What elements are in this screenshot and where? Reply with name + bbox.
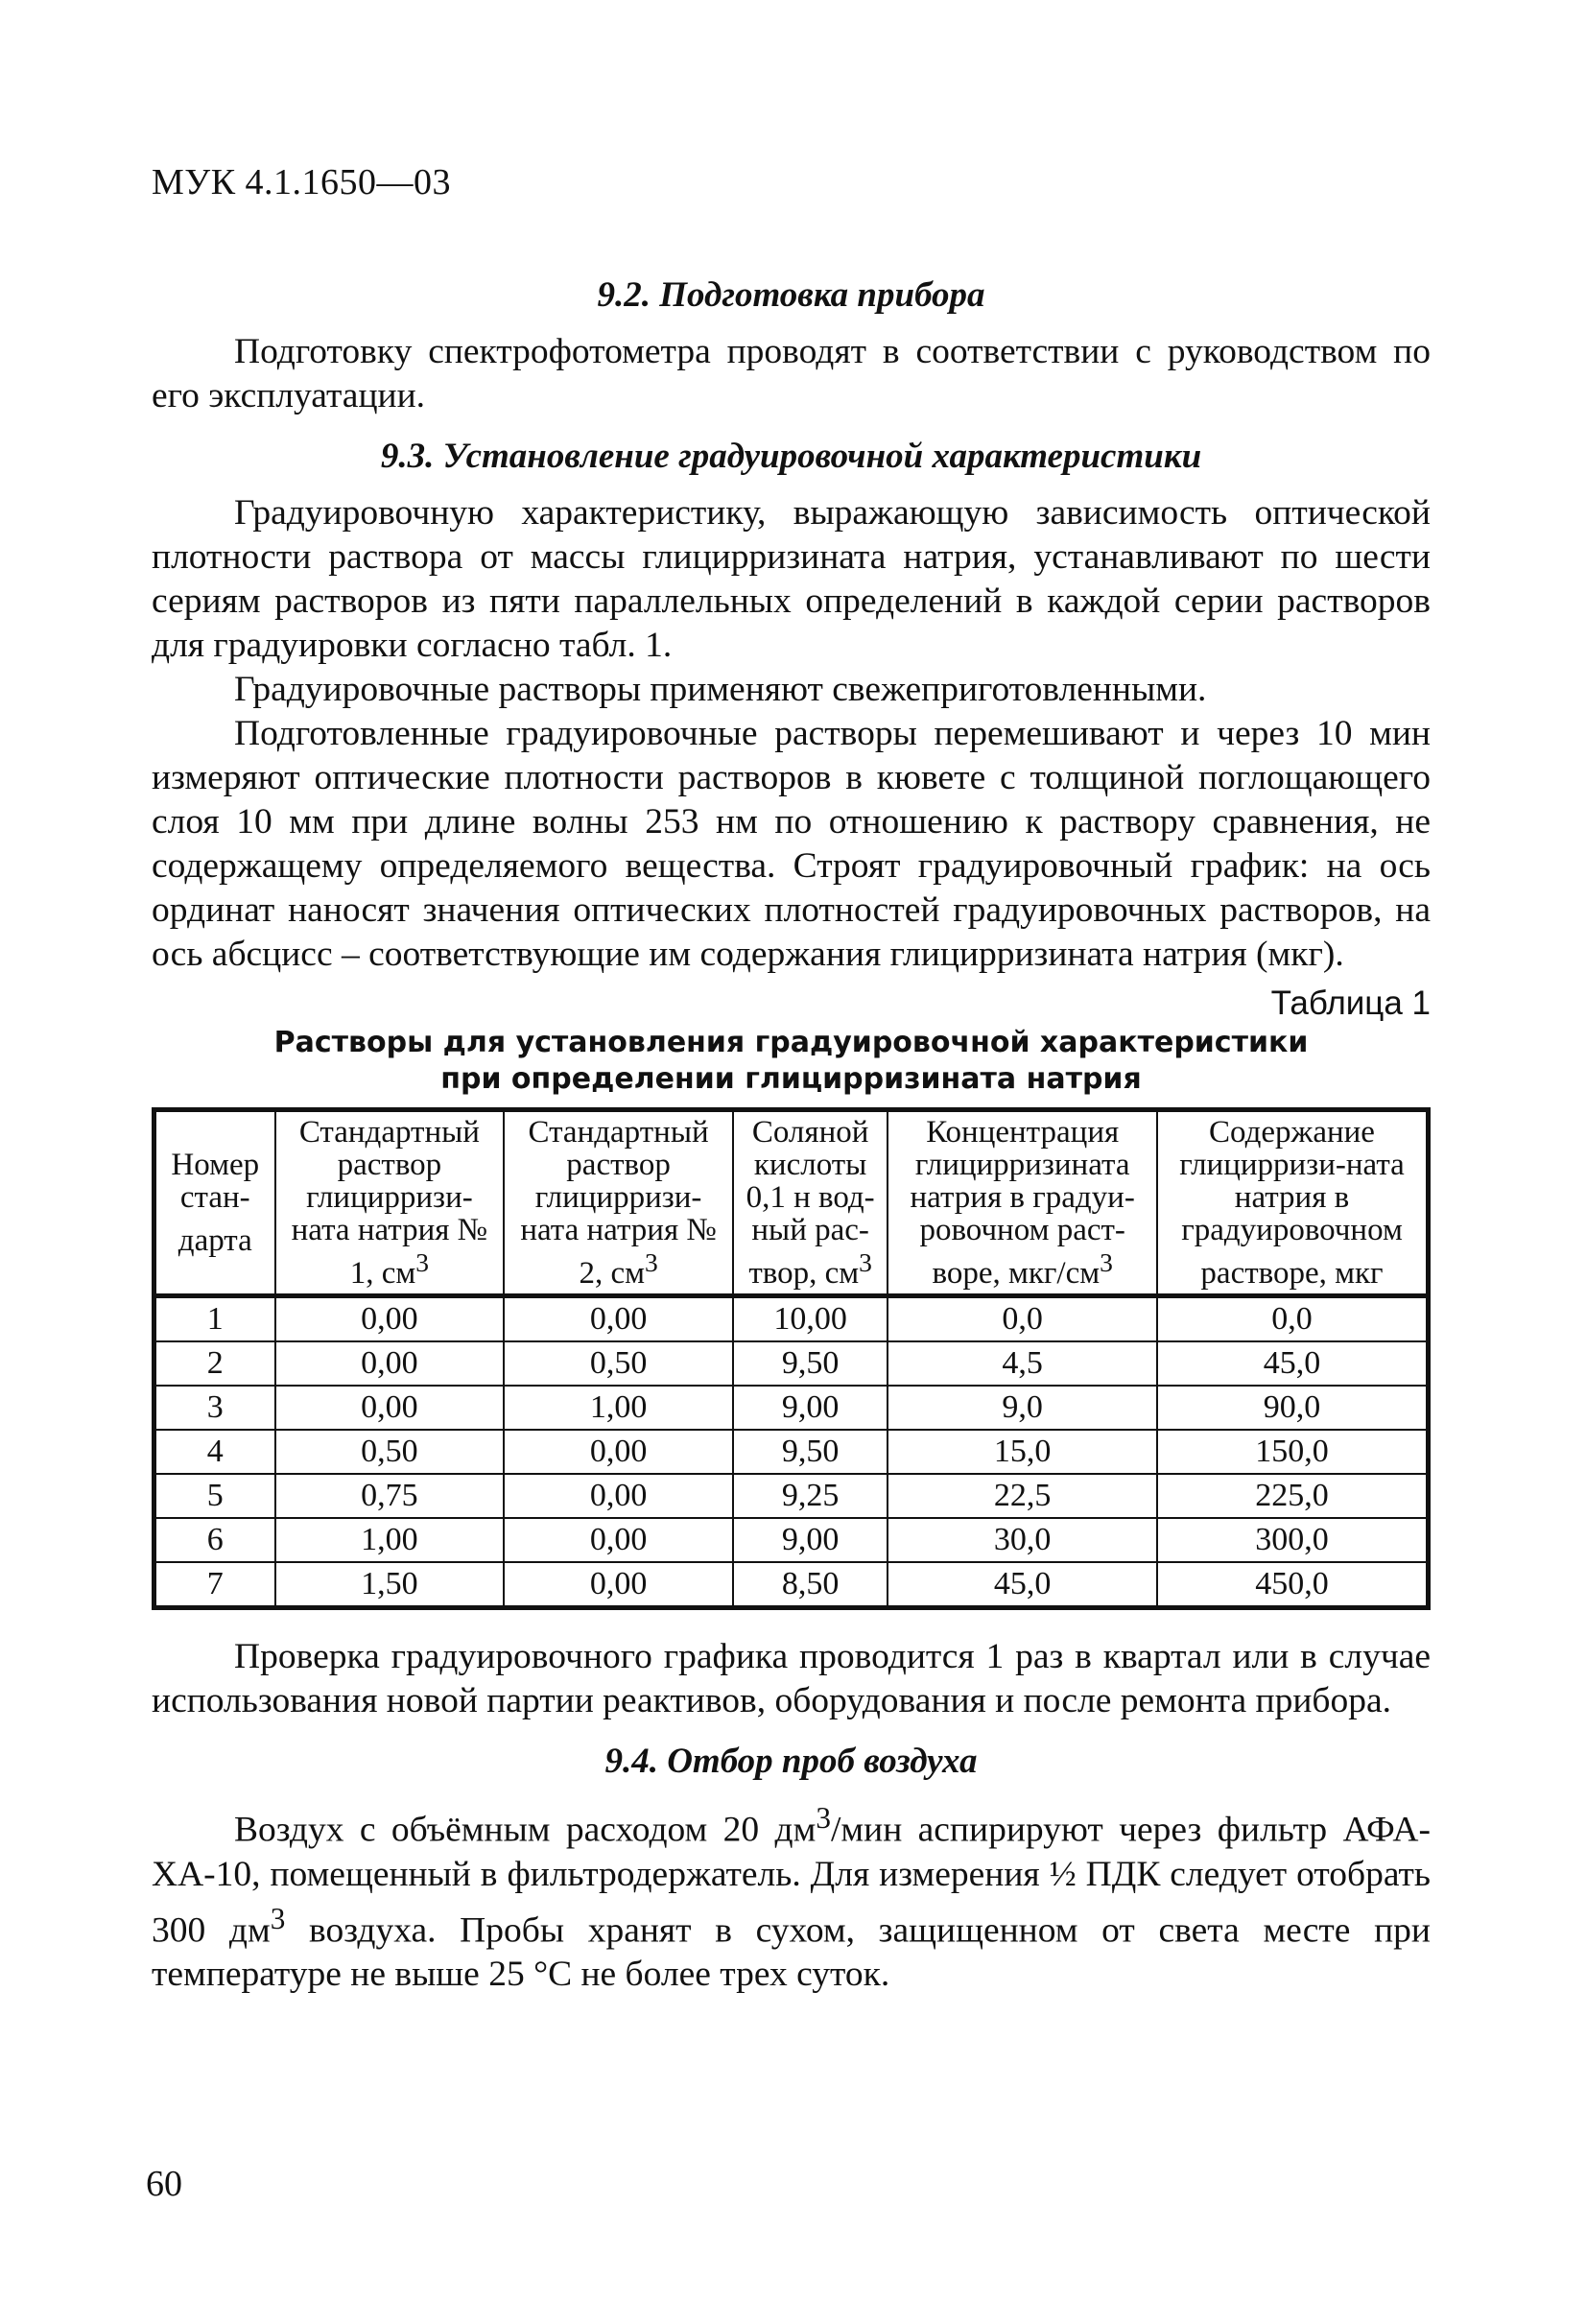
header-cell: Стандартный раствор глицирризи-ната натрия № 2, $см^3$ [504, 1110, 733, 1296]
document-code: МУК 4.1.1650—03 [152, 162, 452, 202]
table-cell: 9,50 [733, 1341, 888, 1386]
table-title [152, 1025, 1431, 1098]
header-cell: Стандартный раствор глицирризи-ната натрия № 1, $см^3$ [275, 1110, 505, 1296]
table-cell: 9,00 [733, 1518, 888, 1562]
table-cell: 5 [154, 1474, 275, 1518]
paragraph: Градуировочную характеристику, выражающую зависимость оптической плотности раствора от массы глицирризината натрия, устанавливают по шести сериям растворов из пяти параллельных определений в каждой серии растворов для градуировки согласно табл. 1. [152, 493, 1431, 665]
table-cell: 6 [154, 1518, 275, 1562]
table-cell: 0,00 [504, 1296, 733, 1342]
table-cell: 1,00 [275, 1518, 505, 1562]
table-header-row [154, 1110, 1429, 1296]
table-cell: 300,0 [1157, 1518, 1428, 1562]
table-cell: 22,5 [888, 1474, 1157, 1518]
paragraph: Градуировочные растворы применяют свежеприготовленными. [234, 670, 1207, 709]
table-cell: 0,00 [275, 1341, 505, 1386]
page-content [152, 271, 1431, 1997]
table-cell: 3 [154, 1386, 275, 1430]
header-cell: Концентрация глицирризината натрия в градуи-ровочном раст-воре, мкг/$см^3$ [888, 1110, 1157, 1296]
table-row [154, 1386, 1429, 1430]
table-cell: 0,00 [275, 1296, 505, 1342]
section-heading-9-4: 9.4. Отбор проб воздуха [604, 1742, 978, 1781]
paragraph: Проверка градуировочного графика проводится 1 раз в квартал или в случае использования новой партии реактивов, оборудования и после ремонта прибора. [152, 1637, 1431, 1720]
table-cell: 9,50 [733, 1430, 888, 1474]
table-body [154, 1296, 1429, 1608]
table-cell: 0,00 [504, 1518, 733, 1562]
section-heading-9-3: 9.3. Установление градуировочной характеристики [380, 437, 1202, 476]
section-heading-9-2: 9.2. Подготовка прибора [597, 275, 985, 315]
table-row [154, 1341, 1429, 1386]
table-cell: 9,0 [888, 1386, 1157, 1430]
table-row [154, 1518, 1429, 1562]
table-cell: 10,00 [733, 1296, 888, 1342]
table-cell: 0,00 [504, 1562, 733, 1608]
paragraph: Подготовку спектрофотометра проводят в соответствии с руководством по его эксплуатации. [152, 332, 1431, 415]
table-cell: 45,0 [1157, 1341, 1428, 1386]
table-cell: 9,00 [733, 1386, 888, 1430]
table-cell: 8,50 [733, 1562, 888, 1608]
table-number: Таблица 1 [1270, 984, 1431, 1022]
table-cell: 225,0 [1157, 1474, 1428, 1518]
table-title-line: при определении глицирризината натрия [440, 1062, 1142, 1096]
table-cell: 150,0 [1157, 1430, 1428, 1474]
table-cell: 0,00 [275, 1386, 505, 1430]
table-cell: 9,25 [733, 1474, 888, 1518]
header-cell: Номер стан-дарта [154, 1110, 275, 1296]
table-row [154, 1562, 1429, 1608]
table-row [154, 1296, 1429, 1342]
table-cell: 30,0 [888, 1518, 1157, 1562]
table-cell: 0,00 [504, 1430, 733, 1474]
table-cell: 15,0 [888, 1430, 1157, 1474]
table-cell: 4 [154, 1430, 275, 1474]
table-cell: 0,00 [504, 1474, 733, 1518]
table-cell: 1,00 [504, 1386, 733, 1430]
header-cell: Соляной кислоты 0,1 н вод-ный рас-твор, $см^3$ [733, 1110, 888, 1296]
table-cell: 45,0 [888, 1562, 1157, 1608]
table-cell: 4,5 [888, 1341, 1157, 1386]
table-cell: 90,0 [1157, 1386, 1428, 1430]
table-cell: 7 [154, 1562, 275, 1608]
table-cell: 2 [154, 1341, 275, 1386]
calibration-table [152, 1107, 1431, 1610]
table-cell: 0,50 [275, 1430, 505, 1474]
paragraph: Подготовленные градуировочные растворы перемешивают и через 10 мин измеряют оптические плотности растворов в кювете с толщиной поглощающего слоя 10 мм при длине волны 253 нм по отношению к раствору сравнения, не содержащему определяемого вещества. Строят градуировочный график: на ось ординат наносят значения оптических плотностей градуировочных растворов, на ось абсцисс – соответствующие им содержания глицирризината натрия (мкг). [152, 714, 1431, 974]
table-cell: 0,0 [1157, 1296, 1428, 1342]
table-cell: 450,0 [1157, 1562, 1428, 1608]
page-number: 60 [146, 2164, 182, 2204]
table-cell: 0,50 [504, 1341, 733, 1386]
table-cell: 0,75 [275, 1474, 505, 1518]
table-cell: 1,50 [275, 1562, 505, 1608]
table-title-line: Растворы для установления градуировочной характеристики [273, 1026, 1309, 1059]
table-cell: 0,0 [888, 1296, 1157, 1342]
table-cell: 1 [154, 1296, 275, 1342]
header-cell: Содержание глицирризи-ната натрия в градуировочном растворе, мкг [1157, 1110, 1428, 1296]
table-row [154, 1430, 1429, 1474]
paragraph: Воздух с объёмным расходом 20 $дм^3$/мин аспирируют через фильтр АФА-ХА-10, помещенный в фильтродержатель. Для измерения ½ ПДК следует отобрать 300 $дм^3$ воздуха. Пробы хранят в сухом, защищенном от света месте при температуре не выше 25 °С не более трех суток. [152, 1801, 1431, 1994]
table-row [154, 1474, 1429, 1518]
